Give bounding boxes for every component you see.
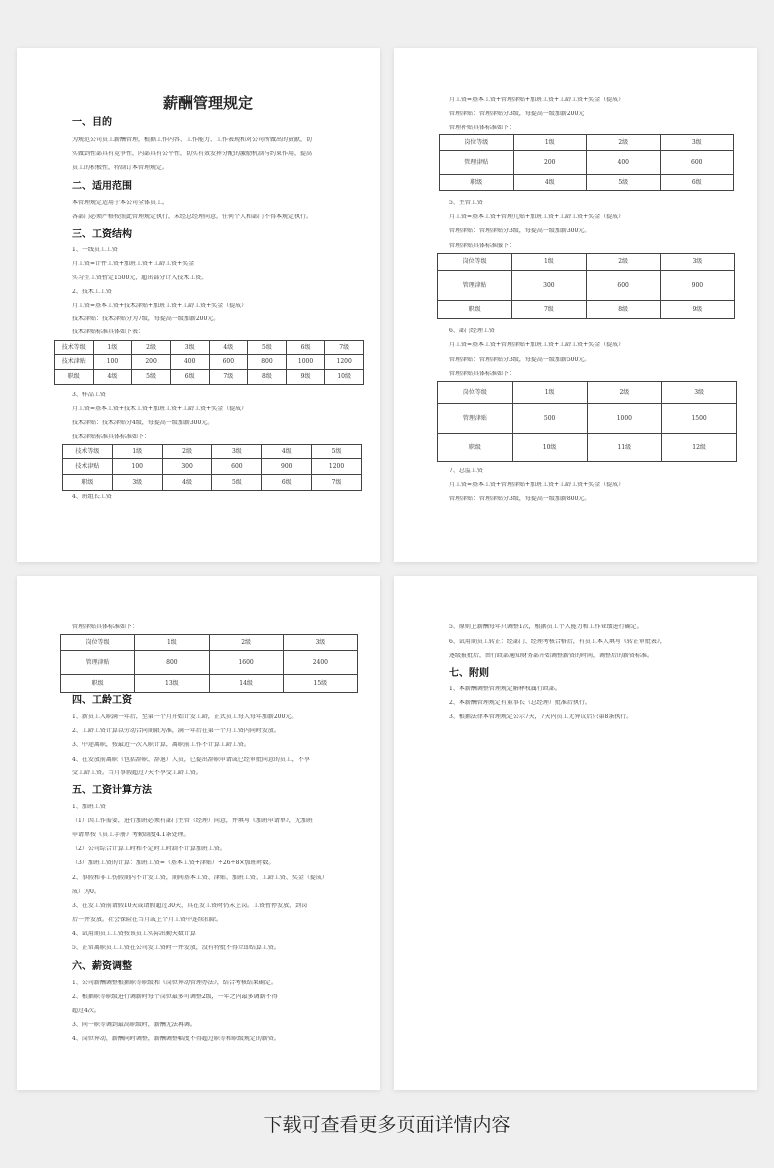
paragraph: 逐级报批后，由行政部通知财务部开始调整薪资的时间，调整后的薪资标准。 <box>449 653 654 659</box>
table-caption: 管理津贴具体标准如下： <box>72 624 139 630</box>
table-cell: 岗位等级 <box>61 635 135 651</box>
paragraph: 6、试用期员工转正：经部门、经理考核合格后，有员工本人填写《转正审批表》， <box>449 639 666 645</box>
table-cell: 400 <box>170 355 209 370</box>
paragraph: 1、本薪酬调整管理规定解释权属行政部。 <box>449 686 561 692</box>
subheading: 1、加班工资 <box>72 804 106 810</box>
paragraph: 3、在发工资前请假10天或请假超过30天，具在发工资时仍未上岗。工资暂停发放，到岗 <box>72 903 308 909</box>
table-cell: 3级 <box>660 135 734 151</box>
section-heading: 一、目的 <box>72 117 112 128</box>
table-cell: 10级 <box>512 434 587 462</box>
download-more-caption: 下载可查看更多页面详情内容 <box>263 1114 511 1136</box>
table-cell: 400 <box>587 151 661 175</box>
subheading: 4、班组长工资 <box>72 494 112 500</box>
paragraph: 管理津贴：管理津贴分3级，每提高一级加薪200元 <box>449 111 585 117</box>
table-cell: 3级 <box>662 382 737 404</box>
paragraph: 实做到性部具有竞争性，内部具有公平性，切实有效发挥分配的激励机制与约束作用，提高 <box>72 151 313 157</box>
table-cell: 技术津贴 <box>63 459 113 475</box>
table-cell: 1000 <box>587 404 662 434</box>
table-cell: 4级 <box>209 341 248 355</box>
table-cell: 1级 <box>135 635 209 651</box>
table-cell: 7级 <box>312 475 362 491</box>
table-cell: 2级 <box>586 254 660 271</box>
table-cell: 9级 <box>660 301 734 319</box>
paragraph: 员工的积极性，特制订本管理规定。 <box>72 165 169 171</box>
table-cell: 5级 <box>587 175 661 191</box>
table-cell: 5级 <box>312 445 362 459</box>
table-cell: 2级 <box>132 341 171 355</box>
paragraph: 1、新员工入职满一年后，至第一个月开始计发工龄，正式员工每人每年加薪200元。 <box>72 714 298 720</box>
table-cell: 10级 <box>325 370 364 385</box>
table-cell: 13级 <box>135 675 209 693</box>
table-cell: 技术等级 <box>63 445 113 459</box>
table-caption: 管理津贴具体标准如下： <box>449 371 516 377</box>
table-caption: 技术津贴标准具体如下表： <box>72 329 145 335</box>
table-cell: 技术津贴 <box>55 355 94 370</box>
table-cell: 4级 <box>93 370 132 385</box>
table-cell: 800 <box>135 651 209 675</box>
data-table <box>437 381 737 462</box>
paragraph: 月工资=基本工资+技术工资+加班工资+工龄工资+奖金（提成） <box>72 406 248 412</box>
document-page-4 <box>394 576 757 1090</box>
paragraph: 2、事假和非工伤假期内不计发工资，期间基本工资、津贴、加班工资、工龄工资、奖金（提成） <box>72 875 328 881</box>
table-cell: 8级 <box>248 370 287 385</box>
paragraph: 月工资=基本工资+管理津贴+加班工资+工龄工资+奖金（提成） <box>449 97 625 103</box>
paragraph: 申请单按《员工手册》考勤制度4.1条处理。 <box>72 832 190 838</box>
table-cell: 3级 <box>112 475 162 491</box>
page-title: 薪酬管理规定 <box>162 94 253 112</box>
paragraph: 月工资=计件工资+加班工资+工龄工资+奖金 <box>72 261 195 267</box>
table-cell: 2级 <box>209 635 283 651</box>
paragraph: （3）加班工资的计算：加班工资=（基本工资+津贴）÷26÷8×加班时数。 <box>72 860 275 866</box>
table-cell: 600 <box>660 151 734 175</box>
table-cell: 7级 <box>512 301 586 319</box>
section-heading: 六、薪资调整 <box>72 961 132 972</box>
paragraph: 3、同一职等调到最高职级时，薪酬无法再调。 <box>72 1022 196 1028</box>
paragraph: 管理津贴：管理津贴分3级，每提高一级加薪500元。 <box>449 357 591 363</box>
table-cell: 4级 <box>262 445 312 459</box>
table-cell: 900 <box>262 459 312 475</box>
table-cell: 15级 <box>283 675 357 693</box>
paragraph: 月工资=基本工资+管理几贴+加班工资+工龄工资+奖金（提成） <box>449 214 625 220</box>
table-cell: 8级 <box>586 301 660 319</box>
table-cell: 职级 <box>440 175 514 191</box>
table-cell: 管理津贴 <box>61 651 135 675</box>
table-cell: 管理津贴 <box>440 151 514 175</box>
paragraph: 4、在发放前离职（包括辞职、辞退）人员，已提出辞职申请或已经审批同意的员工，不享 <box>72 757 310 763</box>
table-cell: 职级 <box>55 370 94 385</box>
paragraph: 后一并发放。社会保险在当月或上个月工资中连续扣除。 <box>72 917 223 923</box>
paragraph: 成）为0。 <box>72 889 100 895</box>
paragraph: （1）因工作需要，进行加班必须有部门主管（经理）同意，并填写《加班申请单》，无加班 <box>72 818 313 824</box>
table-cell: 600 <box>586 271 660 301</box>
section-heading: 三、工资结构 <box>72 229 132 240</box>
paragraph: 为规范公司员工薪酬管理，根据工作内容、工作能力、工作表现和对公司所做出的贡献，切 <box>72 137 313 143</box>
table-caption: 管理补贴具体标准如下： <box>449 125 516 131</box>
table-cell: 1级 <box>112 445 162 459</box>
table-cell: 4级 <box>513 175 587 191</box>
table-cell: 800 <box>248 355 287 370</box>
table-cell: 1级 <box>512 254 586 271</box>
paragraph: 管理津贴：管理津贴分3级，每提高一级加薪300元。 <box>449 228 591 234</box>
table-cell: 技术等级 <box>55 341 94 355</box>
table-cell: 管理津贴 <box>438 404 513 434</box>
table-cell: 500 <box>512 404 587 434</box>
document-page-2 <box>394 48 757 562</box>
table-cell: 职级 <box>61 675 135 693</box>
paragraph: 月工资=基本工资+管理津贴+加班工资+工龄工资+奖金（提成） <box>449 342 625 348</box>
table-cell: 6级 <box>286 341 325 355</box>
table-caption: 技术津贴标准具体标准如下： <box>72 434 151 440</box>
table-cell: 6级 <box>170 370 209 385</box>
document-page-3 <box>17 576 380 1090</box>
paragraph: 技术津贴：技术津贴分4级，每提高一级加薪300元。 <box>72 420 214 426</box>
table-cell: 管理津贴 <box>438 271 512 301</box>
paragraph: 3、根据法律本管理规定公示7天，7天内员工无异议后只第8条执行。 <box>449 714 633 720</box>
subheading: 1、一线员工工资 <box>72 247 118 253</box>
table-cell: 职级 <box>438 434 513 462</box>
data-table <box>54 340 364 385</box>
subheading: 3、样品工资 <box>72 392 106 398</box>
table-cell: 2级 <box>587 382 662 404</box>
table-cell: 3级 <box>212 445 262 459</box>
table-cell: 5级 <box>132 370 171 385</box>
table-cell: 300 <box>512 271 586 301</box>
paragraph: 4、岗位异动，薪酬同时调整，薪酬调整幅度不得超过职等和职级规定的薪资。 <box>72 1036 280 1042</box>
section-heading: 四、工龄工资 <box>72 695 132 706</box>
paragraph: 本管理规定适用于本公司全体员工。 <box>72 200 169 206</box>
table-cell: 7级 <box>209 370 248 385</box>
table-cell: 5级 <box>248 341 287 355</box>
section-heading: 五、工资计算方法 <box>72 785 152 796</box>
table-cell: 12级 <box>662 434 737 462</box>
paragraph: 实习生工资暂定1500元，超出部分计入技术工资。 <box>72 275 208 281</box>
table-cell: 3级 <box>660 254 734 271</box>
table-cell: 100 <box>93 355 132 370</box>
data-table <box>439 134 734 191</box>
table-cell: 6级 <box>262 475 312 491</box>
table-cell: 3级 <box>170 341 209 355</box>
table-cell: 900 <box>660 271 734 301</box>
subheading: 7、总监工资 <box>449 468 483 474</box>
paragraph: 5、正常离职员工工资在公司发工资时一并发放，没有特批不得立即结算工资。 <box>72 945 280 951</box>
table-cell: 600 <box>212 459 262 475</box>
table-cell: 600 <box>209 355 248 370</box>
table-cell: 岗位等级 <box>438 254 512 271</box>
data-table <box>60 634 358 693</box>
table-cell: 2400 <box>283 651 357 675</box>
paragraph: 月工资=基本工资+管理津贴+加班工资+工龄工资+奖金（提成） <box>449 482 625 488</box>
table-cell: 1500 <box>662 404 737 434</box>
table-cell: 11级 <box>587 434 662 462</box>
table-cell: 2级 <box>587 135 661 151</box>
data-table <box>62 444 362 491</box>
paragraph: 2、根据职等职级进行调薪时每个岗位最多可调整2级，一年之内最多调薪不得 <box>72 994 278 1000</box>
table-cell: 200 <box>513 151 587 175</box>
paragraph: 5、原则上薪酬每年只调整1次，根据员工个人能力和工作业绩进行确定。 <box>449 624 643 630</box>
table-cell: 岗位等级 <box>438 382 513 404</box>
paragraph: 技术津贴：技术津贴分为7级，每提高一级加薪200元。 <box>72 316 220 322</box>
section-heading: 七、附则 <box>449 668 489 679</box>
paragraph: 管理津贴：管理津贴分3级，每提高一级加薪800元。 <box>449 496 591 502</box>
table-cell: 职级 <box>63 475 113 491</box>
paragraph: 各部门必须严格按照此管理规定执行，未经总经理同意，任何个人和部门不得本规定执行。 <box>72 214 313 220</box>
table-cell: 1600 <box>209 651 283 675</box>
table-cell: 岗位等级 <box>440 135 514 151</box>
paragraph: 3、中途离职，按最近一次入职计算，离职前工作不计算工龄工资。 <box>72 742 250 748</box>
table-cell: 1级 <box>93 341 132 355</box>
paragraph: 4、试用期员工工资按该员工实际出勤天数计算 <box>72 931 196 937</box>
subheading: 5、主管工资 <box>449 200 483 206</box>
table-cell: 职级 <box>438 301 512 319</box>
table-cell: 300 <box>162 459 212 475</box>
table-cell: 6级 <box>660 175 734 191</box>
table-cell: 9级 <box>286 370 325 385</box>
table-cell: 5级 <box>212 475 262 491</box>
document-page-1 <box>17 48 380 562</box>
table-cell: 2级 <box>162 445 212 459</box>
paragraph: 受工龄工资。当月事假超过7天不享受工龄工资。 <box>72 770 202 776</box>
table-cell: 4级 <box>162 475 212 491</box>
paragraph: （2）公司综合计算工时和不定时工时制不计算加班工资。 <box>72 846 226 852</box>
table-cell: 7级 <box>325 341 364 355</box>
table-cell: 100 <box>112 459 162 475</box>
subheading: 2、技术工工资 <box>72 289 112 295</box>
section-heading: 二、适用范围 <box>72 181 132 192</box>
table-caption: 管理津贴具体标准服下： <box>449 243 516 249</box>
table-cell: 1200 <box>325 355 364 370</box>
subheading: 6、部门经理工资 <box>449 328 495 334</box>
paragraph: 超过4次。 <box>72 1008 100 1014</box>
data-table <box>437 253 735 319</box>
table-cell: 1200 <box>312 459 362 475</box>
table-cell: 1000 <box>286 355 325 370</box>
paragraph: 1、公司薪酬调整根据职等职级和《岗位异动管理办法》，结合考核结果确定。 <box>72 980 277 986</box>
paragraph: 2、工龄工资计算以劳动合同期限为准，满一年后在第一个月工资内同时发放。 <box>72 728 280 734</box>
table-cell: 200 <box>132 355 171 370</box>
paragraph: 月工资=基本工资+技术津贴+加班工资+工龄工资+奖金（提成） <box>72 303 248 309</box>
table-cell: 1级 <box>512 382 587 404</box>
table-cell: 3级 <box>283 635 357 651</box>
paragraph: 2、本薪酬管理规定有董事长（总经理）批准后执行。 <box>449 700 591 706</box>
table-cell: 1级 <box>513 135 587 151</box>
table-cell: 14级 <box>209 675 283 693</box>
